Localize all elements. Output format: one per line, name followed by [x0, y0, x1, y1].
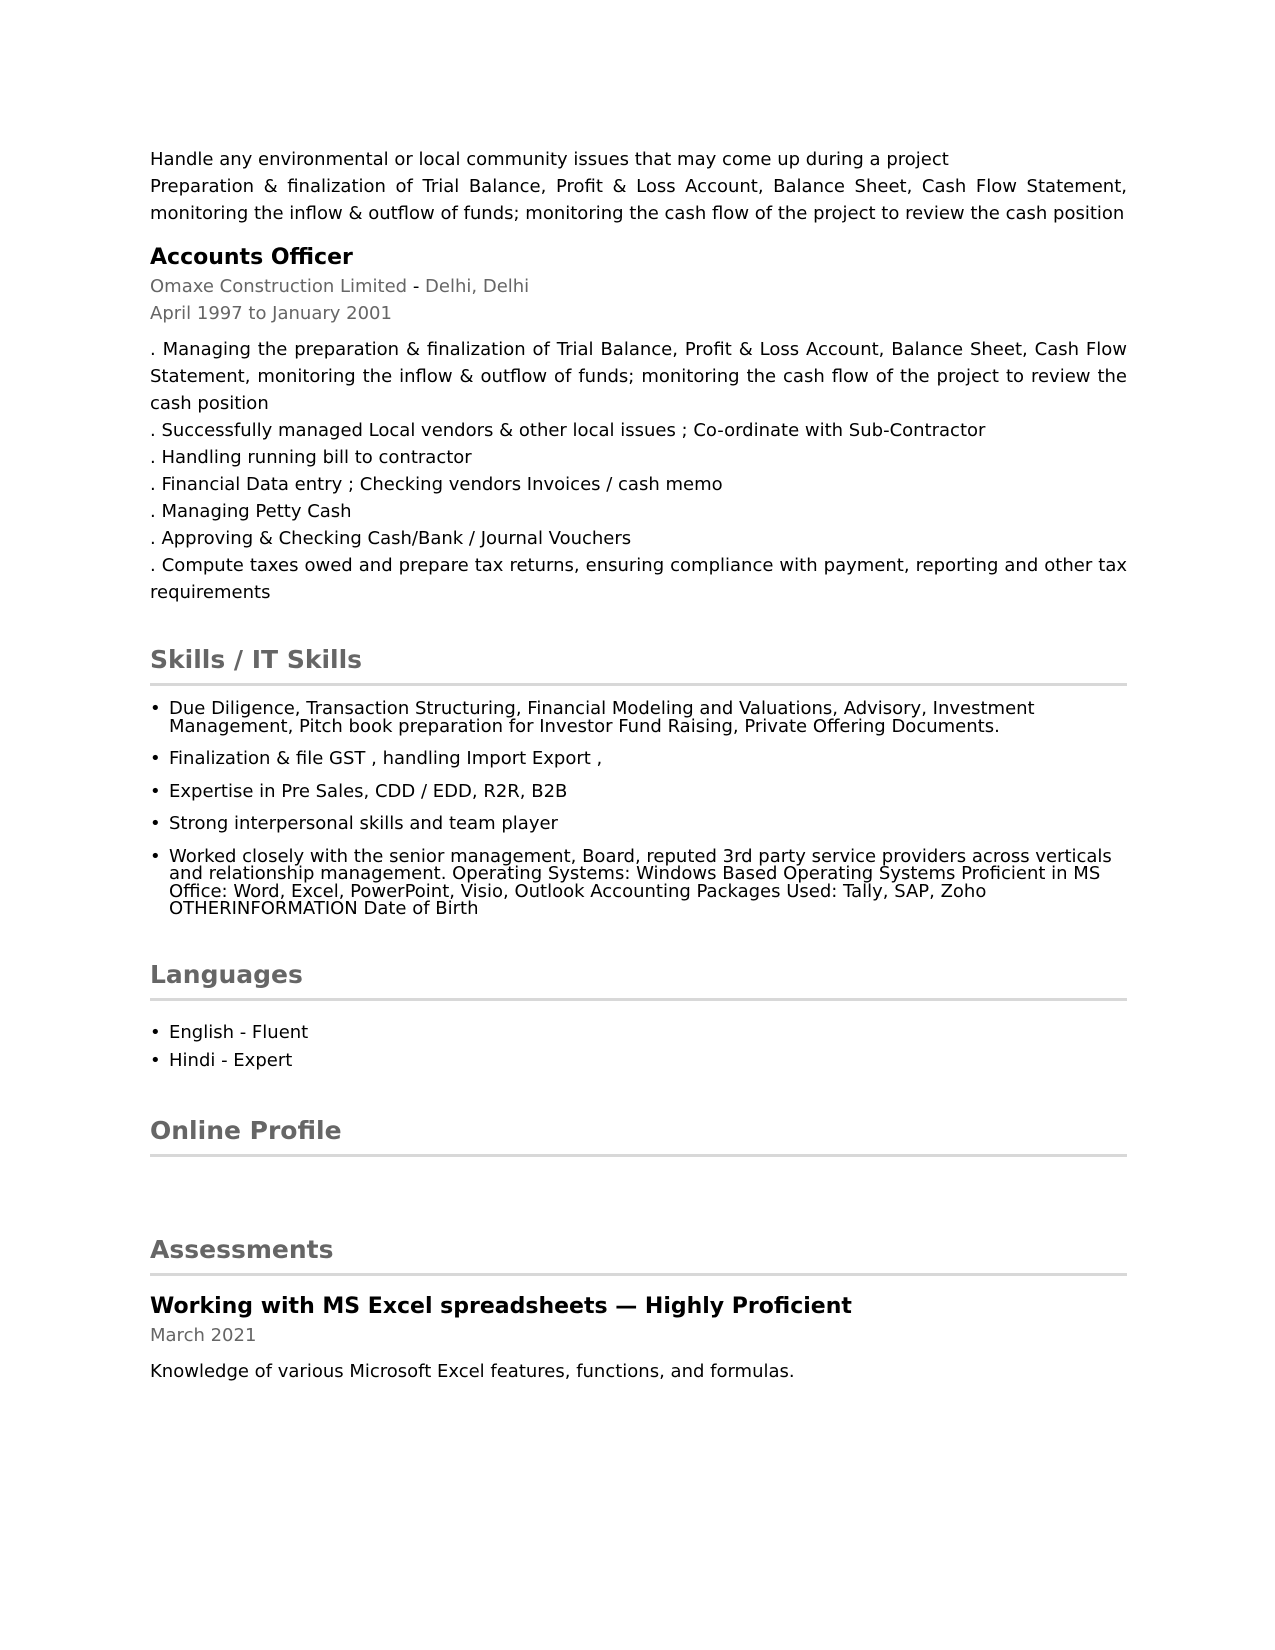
assessments-heading: Assessments — [150, 1233, 1127, 1276]
job-dates: April 1997 to January 2001 — [150, 303, 392, 324]
job-company: Omaxe Construction Limited — [150, 276, 408, 297]
skill-item: • Finalization & file GST , handling Import Export , — [150, 750, 1127, 768]
job-duty: . Handling running bill to contractor — [150, 447, 472, 468]
intro-section — [150, 146, 1127, 227]
languages-list — [150, 1019, 1127, 1075]
languages-heading: Languages — [150, 958, 1127, 1001]
online-profile-section — [150, 1114, 1127, 1157]
job-duty: . Managing Petty Cash — [150, 501, 352, 522]
assessments-section — [150, 1233, 1127, 1385]
skill-item: • Strong interpersonal skills and team player — [150, 815, 1127, 833]
resume-page — [150, 146, 1127, 1385]
job-duties — [150, 336, 1127, 606]
language-item: • Hindi - Expert — [150, 1047, 1127, 1075]
skill-item: • Expertise in Pre Sales, CDD / EDD, R2R, B2B — [150, 783, 1127, 801]
language-item: • English - Fluent — [150, 1019, 1127, 1047]
assessment-title: Working with MS Excel spreadsheets — Highly Proficient — [150, 1293, 852, 1319]
assessment-date: March 2021 — [150, 1324, 257, 1346]
job-duty: . Compute taxes owed and prepare tax returns, ensuring compliance with payment, reporting and other tax requirements — [150, 555, 1127, 603]
job-duty: . Successfully managed Local vendors & other local issues ; Co-ordinate with Sub-Contractor — [150, 420, 986, 441]
languages-section — [150, 958, 1127, 1075]
job-title: Accounts Officer — [150, 245, 353, 270]
skills-section — [150, 643, 1127, 918]
skills-heading: Skills / IT Skills — [150, 643, 1127, 686]
job-separator: - — [407, 276, 426, 297]
online-profile-heading: Online Profile — [150, 1114, 1127, 1157]
job-location: Delhi, Delhi — [425, 276, 530, 297]
skills-list — [150, 700, 1127, 918]
skill-item: • Due Diligence, Transaction Structuring, Financial Modeling and Valuations, Advisory, Investment Management, Pitch book preparation for Investor Fund Raising, Private Offering Documents. — [150, 700, 1127, 735]
intro-line-1: Handle any environmental or local community issues that may come up during a project — [150, 149, 949, 170]
intro-line-2: Preparation & finalization of Trial Balance, Profit & Loss Account, Balance Sheet, Cash Flow Statement, monitoring the inflow & outflow of funds; monitoring the cash flow of the project to review the cash position — [150, 176, 1127, 224]
job-entry — [150, 243, 1127, 606]
job-duty: . Financial Data entry ; Checking vendors Invoices / cash memo — [150, 474, 723, 495]
assessment-description: Knowledge of various Microsoft Excel features, functions, and formulas. — [150, 1360, 795, 1382]
job-company-line — [150, 273, 1127, 300]
skill-item: • Worked closely with the senior management, Board, reputed 3rd party service providers across verticals and relationship management. Operating Systems: Windows Based Operating Systems Proficient in MS Office: Word, Excel, PowerPoint, Visio, Outlook Accounting Packages Used: Tally, SAP, Zoho OTHERINFORMATION Date of Birth — [150, 848, 1127, 918]
job-duty: . Approving & Checking Cash/Bank / Journal Vouchers — [150, 528, 632, 549]
job-duty: . Managing the preparation & finalization of Trial Balance, Profit & Loss Account, Balance Sheet, Cash Flow Statement, monitoring the inflow & outflow of funds; monitoring the cash flow of the project to review the cash position — [150, 339, 1127, 414]
